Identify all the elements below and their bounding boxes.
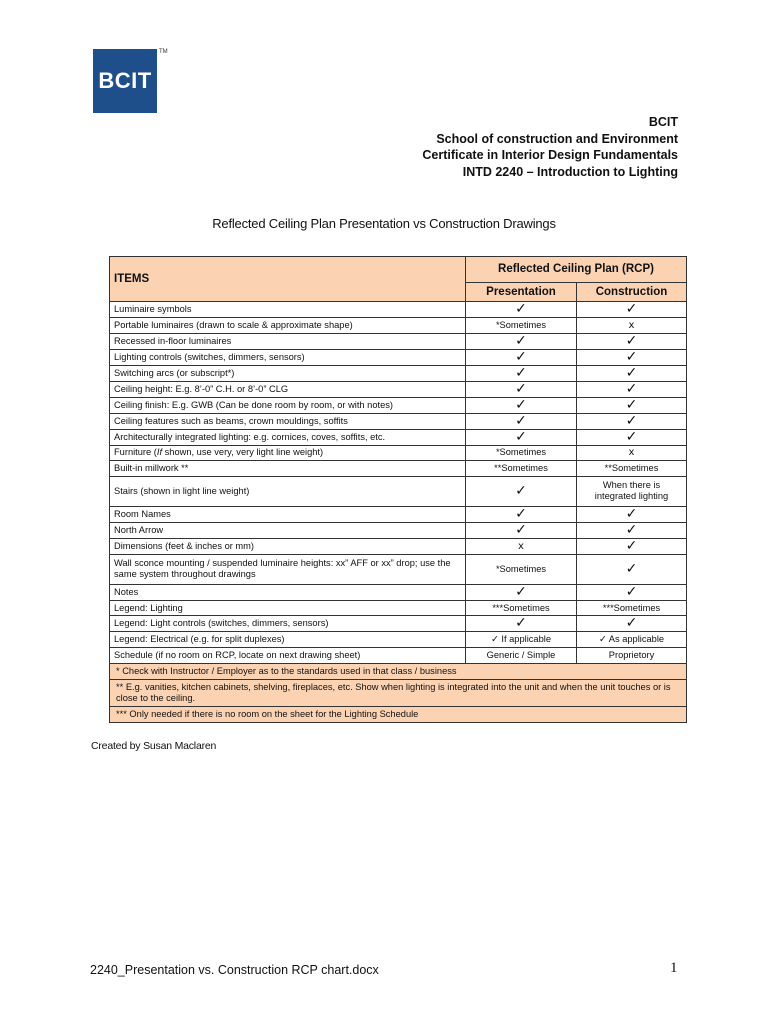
presentation-value: ✓ If applicable xyxy=(491,634,551,645)
checkmark-icon: ✓ xyxy=(515,332,527,349)
footer-filename: 2240_Presentation vs. Construction RCP chart.docx xyxy=(90,963,379,977)
row-item-label: Lighting controls (switches, dimmers, sensors) xyxy=(110,349,466,365)
checkmark-icon: ✓ xyxy=(625,412,638,429)
construction-cell xyxy=(577,445,687,461)
table-row xyxy=(110,365,687,381)
presentation-cell xyxy=(466,632,577,648)
presentation-cell xyxy=(466,445,577,461)
presentation-cell xyxy=(466,397,577,413)
checkmark-icon: ✓ xyxy=(515,396,527,413)
table-row xyxy=(110,522,687,538)
checkmark-icon: ✓ xyxy=(625,583,638,600)
row-item-label: Ceiling features such as beams, crown mouldings, soffits xyxy=(110,413,466,429)
checkmark-icon: ✓ xyxy=(625,332,638,349)
construction-header: Construction xyxy=(577,283,687,302)
checkmark-icon: ✓ xyxy=(515,505,527,522)
table-row xyxy=(110,445,687,461)
rcp-group-header: Reflected Ceiling Plan (RCP) xyxy=(466,257,687,283)
row-item-label: Legend: Lighting xyxy=(110,600,466,616)
checkmark-icon: ✓ xyxy=(515,428,527,445)
row-item-label: Ceiling height: E.g. 8’-0” C.H. or 8’-0” CLG xyxy=(110,381,466,397)
checkmark-icon: ✓ xyxy=(625,364,638,381)
presentation-cell xyxy=(466,349,577,365)
presentation-cell xyxy=(466,647,577,663)
row-item-label: Ceiling finish: E.g. GWB (Can be done room by room, or with notes) xyxy=(110,397,466,413)
presentation-cell xyxy=(466,365,577,381)
row-item-label: Built-in millwork ** xyxy=(110,461,466,477)
table-row xyxy=(110,461,687,477)
construction-cell xyxy=(577,318,687,334)
logo-text: BCIT xyxy=(98,68,152,93)
row-item-label: Stairs (shown in light line weight) xyxy=(110,476,466,506)
cross-icon: x xyxy=(628,447,635,459)
presentation-header: Presentation xyxy=(466,283,577,302)
presentation-cell xyxy=(466,522,577,538)
row-item-label: Legend: Light controls (switches, dimmers, sensors) xyxy=(110,616,466,632)
bcit-logo xyxy=(93,49,157,113)
checkmark-icon: ✓ xyxy=(625,521,638,538)
presentation-value: *Sometimes xyxy=(495,447,547,458)
row-item-label: Portable luminaires (drawn to scale & approximate shape) xyxy=(110,318,466,334)
presentation-value: *Sometimes xyxy=(495,319,547,330)
presentation-value: ***Sometimes xyxy=(492,602,550,613)
construction-cell xyxy=(577,365,687,381)
row-item-label: Schedule (if no room on RCP, locate on next drawing sheet) xyxy=(110,647,466,663)
construction-cell xyxy=(577,647,687,663)
table-row xyxy=(110,476,687,506)
construction-value: Proprietory xyxy=(608,649,655,660)
presentation-value: **Sometimes xyxy=(494,462,548,473)
row-item-label: North Arrow xyxy=(110,522,466,538)
footnote-row xyxy=(110,706,687,722)
checkmark-icon: ✓ xyxy=(625,380,638,397)
presentation-cell xyxy=(466,538,577,554)
presentation-cell xyxy=(466,461,577,477)
table-row xyxy=(110,429,687,445)
table-row xyxy=(110,318,687,334)
checkmark-icon: ✓ xyxy=(515,380,527,397)
construction-cell xyxy=(577,302,687,318)
document-title: Reflected Ceiling Plan Presentation vs Construction Drawings xyxy=(212,216,556,231)
construction-cell xyxy=(577,349,687,365)
row-item-label: Dimensions (feet & inches or mm) xyxy=(110,538,466,554)
construction-cell xyxy=(577,429,687,445)
table-row xyxy=(110,413,687,429)
construction-cell xyxy=(577,584,687,600)
checkmark-icon: ✓ xyxy=(515,615,527,632)
presentation-cell xyxy=(466,616,577,632)
checkmark-icon: ✓ xyxy=(625,615,638,632)
construction-cell xyxy=(577,554,687,584)
cross-icon: x xyxy=(518,540,524,552)
checkmark-icon: ✓ xyxy=(625,348,638,365)
header-line-course: INTD 2240 – Introduction to Lighting xyxy=(462,164,678,179)
presentation-value: *Sometimes xyxy=(495,563,547,574)
construction-cell xyxy=(577,632,687,648)
presentation-cell xyxy=(466,381,577,397)
document-header xyxy=(422,114,678,180)
presentation-value: Generic / Simple xyxy=(486,649,556,660)
table-row xyxy=(110,381,687,397)
checkmark-icon: ✓ xyxy=(515,364,527,381)
presentation-cell xyxy=(466,600,577,616)
construction-cell xyxy=(577,413,687,429)
header-line-program: Certificate in Interior Design Fundamentals xyxy=(422,148,678,162)
checkmark-icon: ✓ xyxy=(625,505,638,522)
table-row xyxy=(110,647,687,663)
table-row xyxy=(110,538,687,554)
row-item-label: Furniture (If shown, use very, very light line weight) xyxy=(110,445,466,461)
presentation-cell xyxy=(466,476,577,506)
header-line-institution: BCIT xyxy=(648,115,678,129)
table-row xyxy=(110,333,687,349)
row-item-label: Architecturally integrated lighting: e.g. cornices, coves, soffits, etc. xyxy=(110,429,466,445)
checkmark-icon: ✓ xyxy=(625,560,638,577)
presentation-cell xyxy=(466,302,577,318)
construction-cell xyxy=(577,381,687,397)
checkmark-icon: ✓ xyxy=(515,482,527,499)
construction-value: ***Sometimes xyxy=(602,602,661,613)
construction-cell xyxy=(577,333,687,349)
footnote-text: *** Only needed if there is no room on the sheet for the Lighting Schedule xyxy=(110,706,687,722)
rcp-comparison-table xyxy=(109,256,687,723)
construction-cell xyxy=(577,522,687,538)
checkmark-icon: ✓ xyxy=(625,301,638,317)
checkmark-icon: ✓ xyxy=(625,396,638,413)
row-item-label: Room Names xyxy=(110,506,466,522)
table-row xyxy=(110,584,687,600)
row-item-label: Recessed in-floor luminaires xyxy=(110,333,466,349)
row-item-label: Notes xyxy=(110,584,466,600)
construction-cell xyxy=(577,476,687,506)
row-item-label: Luminaire symbols xyxy=(110,302,466,318)
footnote-text: * Check with Instructor / Employer as to the standards used in that class / business xyxy=(110,663,687,679)
table-row xyxy=(110,616,687,632)
presentation-cell xyxy=(466,413,577,429)
presentation-cell xyxy=(466,554,577,584)
table-row xyxy=(110,302,687,318)
footnote-row xyxy=(110,679,687,706)
items-header: ITEMS xyxy=(110,257,466,302)
footnote-row xyxy=(110,663,687,679)
presentation-cell xyxy=(466,333,577,349)
construction-cell xyxy=(577,616,687,632)
footer-page-number: 1 xyxy=(670,960,678,976)
table-row xyxy=(110,506,687,522)
construction-value: ✓ As applicable xyxy=(598,634,665,645)
presentation-cell xyxy=(466,506,577,522)
checkmark-icon: ✓ xyxy=(515,412,527,429)
table-row xyxy=(110,632,687,648)
checkmark-icon: ✓ xyxy=(515,521,527,538)
logo-trademark: TM xyxy=(159,49,168,55)
table-row xyxy=(110,554,687,584)
table-row xyxy=(110,349,687,365)
checkmark-icon: ✓ xyxy=(515,583,527,600)
construction-cell xyxy=(577,461,687,477)
presentation-cell xyxy=(466,318,577,334)
checkmark-icon: ✓ xyxy=(515,301,527,317)
row-item-label: Switching arcs (or subscript*) xyxy=(110,365,466,381)
row-item-label: Wall sconce mounting / suspended luminaire heights: xx” AFF or xx” drop; use the same system throughout drawings xyxy=(110,554,466,584)
presentation-cell xyxy=(466,429,577,445)
table-row xyxy=(110,397,687,413)
construction-cell xyxy=(577,538,687,554)
checkmark-icon: ✓ xyxy=(625,428,638,445)
construction-cell xyxy=(577,600,687,616)
construction-cell xyxy=(577,506,687,522)
construction-cell xyxy=(577,397,687,413)
author-credit: Created by Susan Maclaren xyxy=(91,740,217,752)
construction-value: When there is integrated lighting xyxy=(594,480,669,502)
presentation-cell xyxy=(466,584,577,600)
cross-icon: x xyxy=(628,319,635,331)
construction-value: **Sometimes xyxy=(604,462,659,473)
footnote-text: ** E.g. vanities, kitchen cabinets, shelving, fireplaces, etc. Show when lighting is integrated into the unit and when the unit touches or is close to the ceiling. xyxy=(110,679,687,706)
header-line-school: School of construction and Environment xyxy=(436,131,678,146)
checkmark-icon: ✓ xyxy=(515,348,527,365)
checkmark-icon: ✓ xyxy=(625,537,638,554)
row-item-label: Legend: Electrical (e.g. for split duplexes) xyxy=(110,632,466,648)
table-row xyxy=(110,600,687,616)
